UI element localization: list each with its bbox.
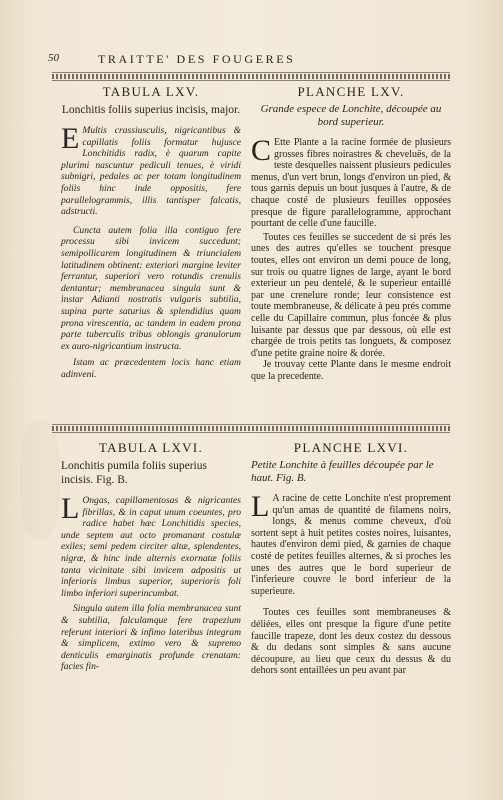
plate66-latin-subtitle: Lonchitis pumila foliis superius incisis. Fig. B.: [61, 460, 207, 486]
page-header: [48, 52, 458, 68]
plate66-french-subtitle: Petite Lonchite à feuilles découpée par le haut. Fig. B.: [251, 459, 434, 484]
top-ornament-rule: [52, 74, 450, 79]
plate65-latin-para-1: E Multis crassiusculis, nigricantibus & capillatis foliis formatur hujusce Lonchitidis radix, è quarum capite plurimi nascuntur pediculi tenues, è viridi subnigri, pedales ac per totam longitudinem foliis hinc inde oppositis, fere parallelogrammis, illis tantisper falcatis, adstructi.: [61, 122, 241, 218]
plate66-french-title: PLANCHE LXVI.: [293, 440, 409, 455]
plate65-latin-title: TABULA LXV.: [102, 84, 200, 99]
plate65-french-column: [251, 84, 451, 382]
plate66-latin-column: [61, 440, 241, 673]
plate65-french-para-1: C Ette Plante a la racine formée de plusieurs grosses fibres noirastres & cheveluës, de la teste desquelles naissent plusieurs pedicules menus, d'un vert brun, longs d'environ un pied, & tous garnis depuis un bout jusques à l'autre, & de chaque costé de plusieurs feuilles opposées presque de figure parallelogramme, approchant pourtant de celle d'une faucille.: [251, 134, 451, 230]
middle-ornament-rule: [52, 426, 450, 431]
running-title: TRAITTE' DES FOUGERES: [98, 52, 296, 66]
plate66-french-column: [251, 440, 451, 677]
plate65-french-title: PLANCHE LXV.: [297, 84, 405, 99]
plate66-latin-para-1: L Ongas, capillamentosas & nigricantes fibrillas, & in caput unum coeuntes, pro radice habet hæc Lonchitidis species, unde septem aut octo promanant costulæ exiles; semi pedem circiter altæ, splendentes, nigræ, & hinc inde alternis exornatæ foliis tanta vicinitate sibi invicem adpositis ut inferioris limbus superior, superioris foli limbo inferiori superincumbat.: [61, 492, 241, 599]
plate66-french-para-2: Toutes ces feuilles sont membraneuses & déliées, elles ont presque la figure d'une petite faucille trapeze, dont les deux costez du dessous & du dedans sont simples & sans aucune découpure, au lieu que ceux du dessus & du dehors sont entaillées un peu avant par: [251, 607, 451, 677]
drop-cap: L: [251, 490, 270, 523]
drop-cap: C: [251, 134, 272, 167]
plate65-latin-para-3: Istam ac præcedentem locis hanc etiam adinveni.: [61, 357, 241, 380]
drop-cap: L: [61, 492, 80, 525]
plate65-latin-para-2: Cuncta autem folia illa contiguo fere processu sibi invicem succedunt; semipollicarem longitudinem & triuncialem latitudinem obtinent: exteriori margine leviter ferrantur, superiori vero rotundis crenulis dentantur; membranacea singula sunt & instar Adianti nostratis vulgaris subtilia, supina parte saturius & splendidius quam prona virescentia, ac tandem in eadem prona parte tuberculis tribus oblongis granulorum ex auro-nigricantium instructa.: [61, 224, 241, 352]
drop-cap: E: [61, 122, 80, 155]
plate65-french-para-3: Je trouvay cette Plante dans le mesme endroit que la precedente.: [251, 359, 451, 382]
plate66-latin-title: TABULA LXVI.: [98, 440, 204, 455]
plate66-french-para-1: L A racine de cette Lonchite n'est proprement qu'un amas de quantité de filamens noirs, longs, & menus comme cheveux, d'où sortent sept à huit petites costes noires, luisantes, hautes d'environ demi pied, & garnies de chaque costé de petites feuilles alternes, & si proches les unes des autres que le bord superieur de l'inferieure couvre le bord inferieur de la superieure.: [251, 490, 451, 597]
plate65-french-para-2: Toutes ces feuilles se succedent de si prés les unes des autres qu'elles se touchent presque toutes, elles ont environ un demi pouce de long, sur trois ou quatre lignes de large, ayant le bord exterieur un peu dentelé, & le superieur entaillé par une crenelure ronde; leur consistence est toute membraneuse, & délicate à peu prés comme celle du Capillaire commun, plus foncée & plus luisante par dessus que par dessous, où elle est chargée de trois petits tas longuets, & composez d'une petite graine noire & dorée.: [251, 231, 451, 359]
plate65-french-subtitle: Grande espece de Lonchite, découpée au bord superieur.: [260, 103, 442, 128]
plate65-latin-column: [61, 84, 241, 380]
plate66-latin-para-2: Singula autem illa folia membranacea sunt & subtilia, falculamque fere trapezium referunt interiori & infimo lateribus integram & simplicem, extimo vero & supremo denticulis emarginatis profunde crenatam: facies fin-: [61, 603, 241, 673]
paper-stain: [20, 420, 60, 540]
page-number: 50: [48, 52, 59, 64]
plate65-latin-subtitle: Lonchitis foliis superius incisis, major.: [61, 104, 241, 116]
